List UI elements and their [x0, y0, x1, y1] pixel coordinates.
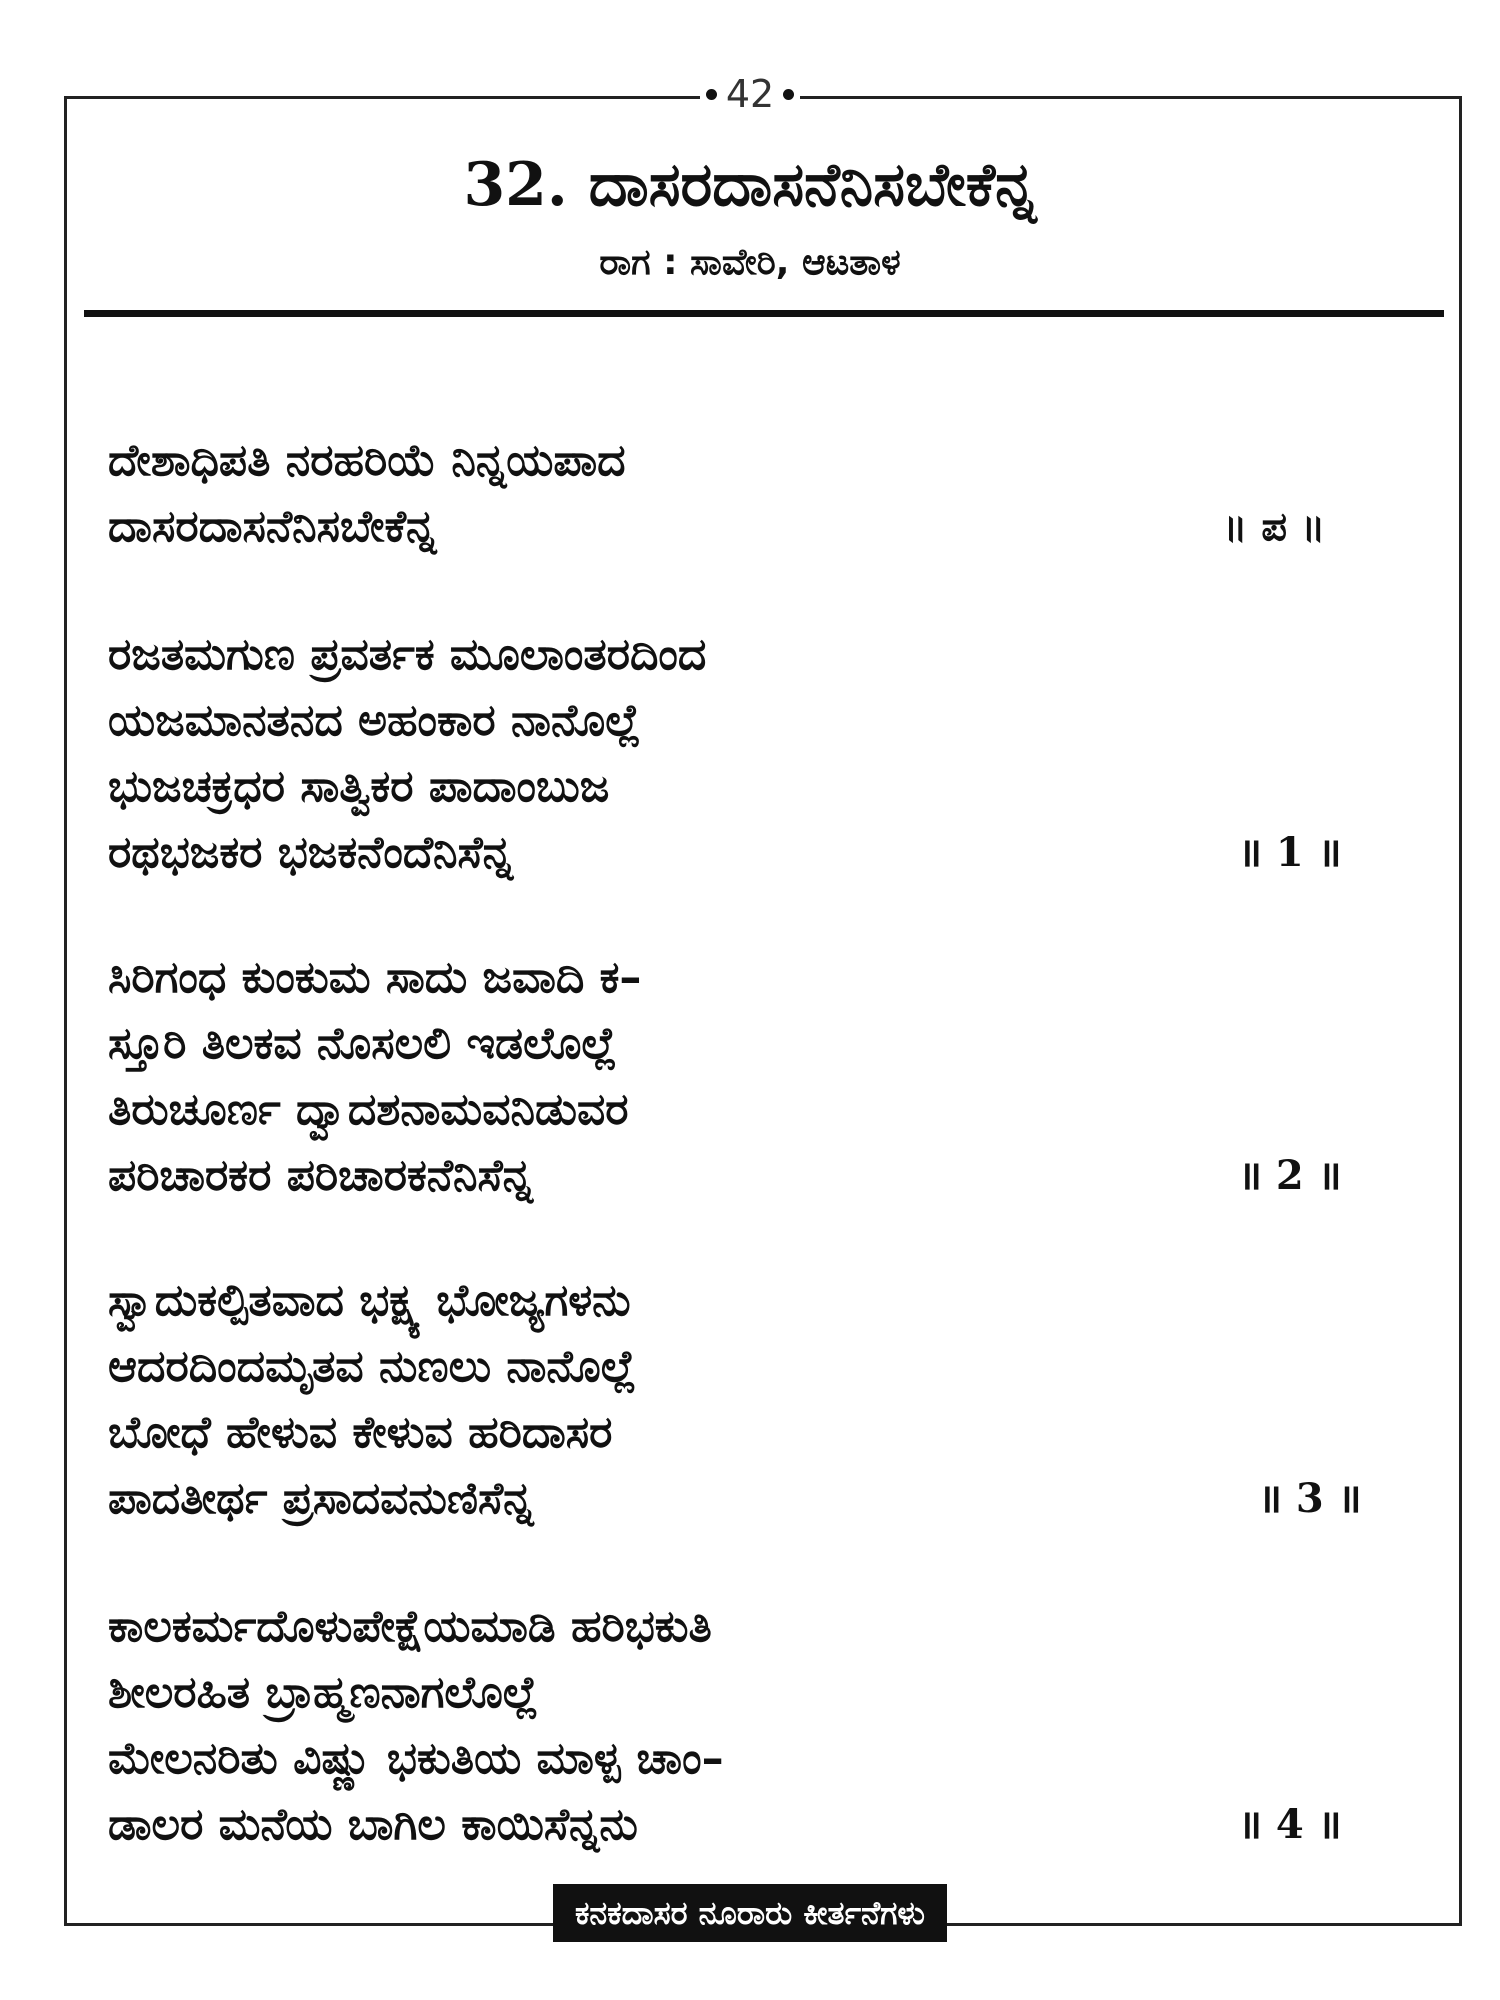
stanza-line	[108, 1466, 1408, 1532]
stanza-3	[108, 1268, 1408, 1532]
title-divider	[84, 310, 1444, 317]
song-title: 32. ದಾಸರದಾಸನೆನಿಸಬೇಕೆನ್ನ	[463, 150, 1037, 220]
stanza-line: ಶೀಲರಹಿತ ಬ್ರಾಹ್ಮಣನಾಗಲೊಲ್ಲೆ	[108, 1667, 539, 1718]
stanza-line	[108, 494, 1408, 560]
stanza-4	[108, 1594, 1408, 1858]
page-number: 42	[700, 72, 800, 116]
stanza-line	[108, 1792, 1408, 1858]
stanza-marker: ॥ 4 ॥	[1238, 1801, 1342, 1848]
stanza-line	[108, 1143, 1408, 1209]
stanza-line: ಭುಜಚಕ್ರಧರ ಸಾತ್ವಿಕರ ಪಾದಾಂಬುಜ	[108, 761, 610, 812]
stanza-line: ಯಜಮಾನತನದ ಅಹಂಕಾರ ನಾನೊಲ್ಲೆ	[108, 695, 641, 746]
stanza-marker: ॥ ಪ ॥	[1223, 503, 1326, 550]
stanza-line: ಮೇಲನರಿತು ವಿಷ್ಣು ಭಕುತಿಯ ಮಾಳ್ಪ ಚಾಂ–	[108, 1733, 724, 1784]
stanza-line: ಸಿರಿಗಂಧ ಕುಂಕುಮ ಸಾದು ಜವಾದಿ ಕ–	[108, 952, 642, 1003]
stanza-marker: ॥ 3 ॥	[1258, 1475, 1362, 1522]
book-title-footer: ಕನಕದಾಸರ ನೂರಾರು ಕೀರ್ತನೆಗಳು	[553, 1884, 947, 1942]
stanza-line: ಕಾಲಕರ್ಮದೊಳುಪೇಕ್ಷೆಯಮಾಡಿ ಹರಿಭಕುತಿ	[108, 1601, 712, 1652]
stanza-2	[108, 945, 1408, 1209]
stanza-line-text: ಡಾಲರ ಮನೆಯ ಬಾಗಿಲ ಕಾಯಿಸೆನ್ನನು	[108, 1799, 638, 1850]
stanza-line: ತಿರುಚೂರ್ಣ ದ್ವಾದಶನಾಮವನಿಡುವರ	[108, 1084, 629, 1135]
stanza-marker: ॥ 2 ॥	[1238, 1152, 1342, 1199]
stanza-line	[108, 820, 1408, 886]
raga-tala-line: ರಾಗ : ಸಾವೇರಿ, ಆಟತಾಳ	[599, 242, 901, 283]
stanza-line-text: ಪಾದತೀರ್ಥ ಪ್ರಸಾದವನುಣಿಸೆನ್ನ	[108, 1473, 534, 1524]
page-number-container	[0, 72, 1500, 116]
stanza-marker: ॥ 1 ॥	[1238, 829, 1342, 876]
stanza-line: ರಜತಮಗುಣ ಪ್ರವರ್ತಕ ಮೂಲಾಂತರದಿಂದ	[108, 629, 707, 680]
stanza-line: ಸ್ವಾದುಕಲ್ಪಿತವಾದ ಭಕ್ಷ್ಯ ಭೋಜ್ಯಗಳನು	[108, 1275, 631, 1326]
stanza-line: ಸ್ತೂರಿ ತಿಲಕವ ನೊಸಲಲಿ ಇಡಲೊಲ್ಲೆ	[108, 1018, 617, 1069]
stanza-1	[108, 622, 1408, 886]
stanza-line-text: ಪರಿಚಾರಕರ ಪರಿಚಾರಕನೆನಿಸೆನ್ನ	[108, 1150, 534, 1201]
stanza-line: ದೇಶಾಧಿಪತಿ ನರಹರಿಯೆ ನಿನ್ನಯಪಾದ	[108, 435, 626, 486]
stanza-line: ಬೋಧೆ ಹೇಳುವ ಕೇಳುವ ಹರಿದಾಸರ	[108, 1407, 613, 1458]
stanza-line: ಆದರದಿಂದಮೃತವ ನುಣಲು ನಾನೊಲ್ಲೆ	[108, 1341, 637, 1392]
footer-container	[0, 1884, 1500, 1942]
stanza-refrain	[108, 428, 1408, 560]
stanza-line-text: ರಥಭಜಕರ ಭಜಕನೆಂದೆನಿಸೆನ್ನ	[108, 827, 514, 878]
stanza-line-text: ದಾಸರದಾಸನೆನಿಸಬೇಕೆನ್ನ	[108, 501, 437, 552]
